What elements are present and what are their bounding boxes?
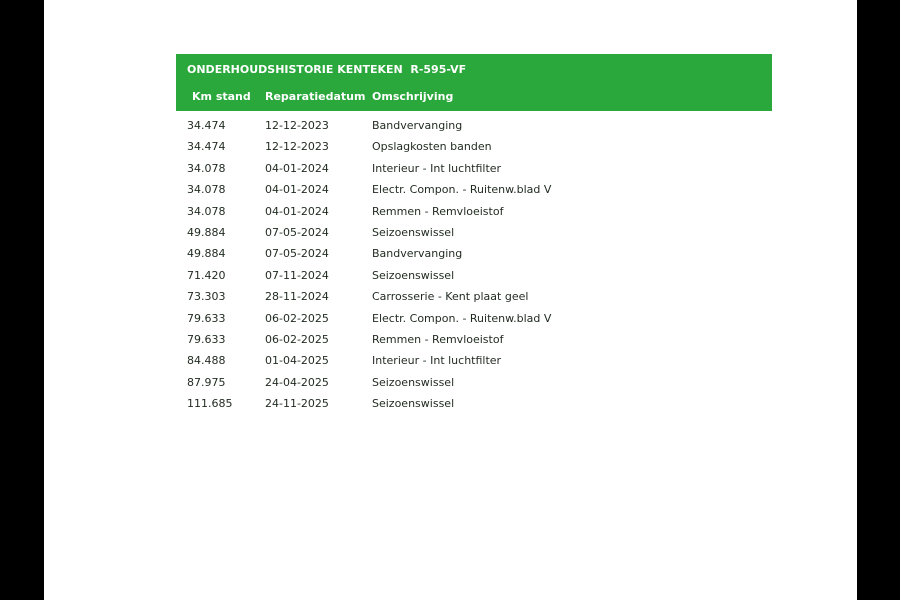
date-cell: 06-02-2025 [265, 332, 329, 346]
description-cell: Seizoenswissel [372, 375, 455, 389]
km-cell: 87.975 [187, 375, 226, 389]
date-cell: 04-01-2024 [265, 161, 329, 175]
table-row [176, 266, 772, 287]
table-body [176, 111, 772, 415]
km-cell: 49.884 [187, 247, 226, 261]
column-header-description: Omschrijving [372, 90, 454, 103]
date-cell: 04-01-2024 [265, 183, 329, 197]
table-row [176, 309, 772, 330]
table-row [176, 351, 772, 372]
description-cell: Seizoenswissel [372, 268, 455, 282]
table-row [176, 287, 772, 308]
maintenance-history-table [176, 54, 772, 415]
description-cell: Remmen - Remvloeistof [372, 332, 504, 346]
km-cell: 34.078 [187, 183, 226, 197]
description-cell: Interieur - Int luchtfilter [372, 161, 502, 175]
description-cell: Electr. Compon. - Ruitenw.blad V [372, 311, 552, 325]
column-header-km: Km stand [192, 90, 251, 103]
km-cell: 34.078 [187, 161, 226, 175]
km-cell: 84.488 [187, 354, 226, 368]
description-cell: Seizoenswissel [372, 225, 455, 239]
date-cell: 06-02-2025 [265, 311, 329, 325]
date-cell: 01-04-2025 [265, 354, 329, 368]
km-cell: 49.884 [187, 225, 226, 239]
table-title: ONDERHOUDSHISTORIE KENTEKEN R-595-VF [187, 63, 467, 76]
table-row [176, 202, 772, 223]
table-header [176, 54, 772, 111]
km-cell: 34.474 [187, 140, 226, 154]
km-cell: 34.474 [187, 119, 226, 132]
description-cell: Electr. Compon. - Ruitenw.blad V [372, 183, 552, 197]
date-cell: 07-05-2024 [265, 247, 329, 261]
column-header-date: Reparatiedatum [265, 90, 366, 103]
date-cell: 07-05-2024 [265, 225, 329, 239]
description-cell: Interieur - Int luchtfilter [372, 354, 502, 368]
date-cell: 28-11-2024 [265, 290, 329, 304]
date-cell: 12-12-2023 [265, 119, 329, 132]
km-cell: 71.420 [187, 268, 226, 282]
date-cell: 04-01-2024 [265, 204, 329, 218]
date-cell: 24-11-2025 [265, 397, 329, 411]
description-cell: Bandvervanging [372, 119, 463, 132]
table-row [176, 116, 772, 137]
table-row [176, 394, 772, 415]
table-row [176, 159, 772, 180]
table-row [176, 137, 772, 158]
table-row [176, 330, 772, 351]
table-row [176, 373, 772, 394]
table-row [176, 180, 772, 201]
km-cell: 79.633 [187, 332, 226, 346]
date-cell: 07-11-2024 [265, 268, 329, 282]
km-cell: 73.303 [187, 290, 226, 304]
description-cell: Seizoenswissel [372, 397, 455, 411]
km-cell: 79.633 [187, 311, 226, 325]
page [44, 0, 857, 600]
table-row [176, 244, 772, 265]
description-cell: Bandvervanging [372, 247, 463, 261]
description-cell: Carrosserie - Kent plaat geel [372, 290, 529, 304]
date-cell: 12-12-2023 [265, 140, 329, 154]
date-cell: 24-04-2025 [265, 375, 329, 389]
description-cell: Opslagkosten banden [372, 140, 492, 154]
km-cell: 34.078 [187, 204, 226, 218]
table-row [176, 223, 772, 244]
km-cell: 111.685 [187, 397, 233, 411]
description-cell: Remmen - Remvloeistof [372, 204, 504, 218]
